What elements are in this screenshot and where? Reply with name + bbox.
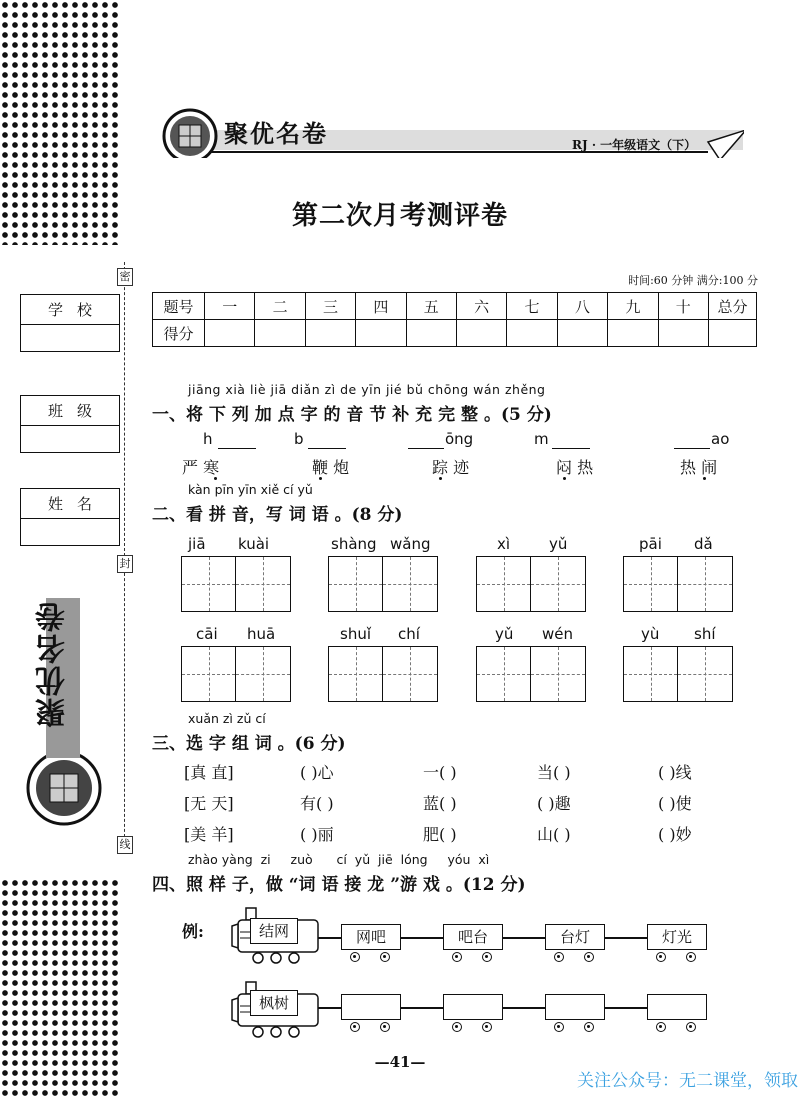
s2-pinyin-syllable: shàng <box>331 535 377 553</box>
writing-grid[interactable] <box>476 556 586 612</box>
train-car-word: 台灯 <box>545 924 605 950</box>
s1-heading: 一、将 下 列 加 点 字 的 音 节 补 充 完 整 。(5 分) <box>152 405 552 425</box>
s3-blank-word[interactable]: ( )心 <box>300 763 334 782</box>
train-engine-word: 结网 <box>250 918 298 944</box>
s4-pinyin: zhào yàng zi zuò cí yǔ jiē lóng yóu xì <box>188 852 490 867</box>
s2-pinyin-syllable: chí <box>398 625 420 643</box>
train-car-word: 网吧 <box>341 924 401 950</box>
train-hook <box>401 937 443 939</box>
s2-pinyin-syllable: yǔ <box>495 625 514 643</box>
score-cell[interactable] <box>255 320 305 347</box>
s3-blank-word[interactable]: 肥( ) <box>423 825 457 844</box>
train-car-blank[interactable] <box>443 994 503 1020</box>
s3-blank-word[interactable]: ( )线 <box>658 763 692 782</box>
seal-char-mi: 密 <box>117 268 133 286</box>
s1-blank[interactable] <box>674 448 710 449</box>
s3-blank-word[interactable]: ( )妙 <box>658 825 692 844</box>
writing-grid[interactable] <box>328 556 438 612</box>
score-header-cell: 五 <box>406 293 456 320</box>
class-box <box>20 395 120 453</box>
emphasis-dot <box>439 477 442 480</box>
s3-blank-word[interactable]: 山( ) <box>537 825 571 844</box>
wheel-icon <box>686 1022 696 1032</box>
score-header-cell: 三 <box>305 293 355 320</box>
seal-char-feng: 封 <box>117 555 133 573</box>
wheel-icon <box>584 1022 594 1032</box>
s4-heading: 四、照 样 子，做 “词 语 接 龙 ”游 戏 。(12 分) <box>152 875 526 895</box>
score-row-label: 得分 <box>153 320 205 347</box>
s1-item-suffix: ōng <box>445 430 474 448</box>
score-header-cell: 四 <box>356 293 406 320</box>
score-cell[interactable] <box>658 320 708 347</box>
s3-heading: 三、选 字 组 词 。(6 分) <box>152 734 346 754</box>
s2-pinyin-syllable: dǎ <box>694 535 713 553</box>
s3-blank-word[interactable]: ( )使 <box>658 794 692 813</box>
wheel-icon <box>350 952 360 962</box>
s3-choice: [真 直] <box>184 763 234 782</box>
train-hook <box>503 1007 545 1009</box>
s3-blank-word[interactable]: 一( ) <box>423 763 457 782</box>
score-cell[interactable] <box>356 320 406 347</box>
s2-pinyin-syllable: jiā <box>188 535 206 553</box>
name-box <box>20 488 120 546</box>
wheel-icon <box>656 952 666 962</box>
school-label: 学校 <box>21 295 119 325</box>
s3-blank-word[interactable]: 当( ) <box>537 763 571 782</box>
s2-pinyin-syllable: kuài <box>238 535 270 553</box>
train-engine-word: 枫树 <box>250 990 298 1016</box>
wheel-icon <box>452 1022 462 1032</box>
wheel-icon <box>350 1022 360 1032</box>
s3-blank-word[interactable]: 蓝( ) <box>423 794 457 813</box>
score-cell[interactable] <box>709 320 757 347</box>
train-car-word: 吧台 <box>443 924 503 950</box>
score-cell[interactable] <box>406 320 456 347</box>
s2-pinyin-syllable: cāi <box>196 625 218 643</box>
school-box <box>20 294 120 352</box>
train-car-blank[interactable] <box>647 994 707 1020</box>
s1-pinyin: jiāng xià liè jiā diǎn zì de yīn jié bǔ chōng wán zhěng <box>188 382 546 397</box>
s3-pinyin: xuǎn zì zǔ cí <box>188 711 266 726</box>
s1-item-word: 严 寒 <box>182 458 220 477</box>
s1-item-word: 热 闹 <box>680 458 718 477</box>
s3-choice: [美 羊] <box>184 825 234 844</box>
s2-pinyin-syllable: wén <box>542 625 574 643</box>
page-title: 第二次月考测评卷 <box>291 201 508 231</box>
score-header-cell: 总分 <box>709 293 757 320</box>
score-header-cell: 六 <box>456 293 506 320</box>
train-hook <box>318 1007 342 1009</box>
emphasis-dot <box>563 477 566 480</box>
s2-pinyin-syllable: huā <box>247 625 276 643</box>
s1-item-word: 闷 热 <box>556 458 594 477</box>
school-field[interactable] <box>21 325 119 351</box>
score-cell[interactable] <box>456 320 506 347</box>
emphasis-dot <box>319 477 322 480</box>
s2-pinyin: kàn pīn yīn xiě cí yǔ <box>188 482 313 497</box>
writing-grid[interactable] <box>181 646 291 702</box>
wheel-icon <box>380 1022 390 1032</box>
writing-grid[interactable] <box>476 646 586 702</box>
emphasis-dot <box>703 477 706 480</box>
s1-item-prefix: b <box>294 430 304 448</box>
score-cell[interactable] <box>608 320 658 347</box>
score-cell[interactable] <box>305 320 355 347</box>
name-field[interactable] <box>21 519 119 545</box>
train-hook <box>318 937 342 939</box>
s2-pinyin-syllable: yù <box>641 625 660 643</box>
s1-blank[interactable] <box>552 448 590 449</box>
s3-blank-word[interactable]: 有( ) <box>300 794 334 813</box>
train-hook <box>401 1007 443 1009</box>
s1-item-suffix: ao <box>711 430 730 448</box>
s1-blank[interactable] <box>408 448 444 449</box>
wheel-icon <box>482 1022 492 1032</box>
s3-choice: [无 天] <box>184 794 234 813</box>
s2-pinyin-syllable: wǎng <box>390 535 431 553</box>
name-label: 姓名 <box>21 489 119 519</box>
score-header-cell: 二 <box>255 293 305 320</box>
s2-pinyin-syllable: shuǐ <box>340 625 371 643</box>
s3-blank-word[interactable]: ( )丽 <box>300 825 334 844</box>
score-header-cell: 八 <box>557 293 607 320</box>
writing-grid[interactable] <box>181 556 291 612</box>
train-car-word: 灯光 <box>647 924 707 950</box>
train-hook <box>605 1007 647 1009</box>
class-label: 班级 <box>21 396 119 426</box>
s1-item-prefix: m <box>534 430 549 448</box>
score-cell[interactable] <box>557 320 607 347</box>
class-field[interactable] <box>21 426 119 452</box>
wheel-icon <box>554 952 564 962</box>
score-header-cell: 十 <box>658 293 708 320</box>
seal-char-xian: 线 <box>117 836 133 854</box>
page-number: —41— <box>374 1053 426 1071</box>
score-value-row <box>153 320 757 347</box>
wheel-icon <box>452 952 462 962</box>
score-header-cell: 九 <box>608 293 658 320</box>
example-label: 例: <box>182 922 204 941</box>
s1-item-word: 鞭 炮 <box>312 458 350 477</box>
s3-blank-word[interactable]: ( )趣 <box>537 794 571 813</box>
train-car-blank[interactable] <box>545 994 605 1020</box>
s2-heading: 二、看 拼 音，写 词 语 。(8 分) <box>152 505 403 525</box>
train-hook <box>503 937 545 939</box>
footer-note: 关注公众号：无二课堂，领取 <box>577 1071 798 1091</box>
s1-blank[interactable] <box>308 448 346 449</box>
wheel-icon <box>686 952 696 962</box>
train-hook <box>605 937 647 939</box>
s2-pinyin-syllable: shí <box>694 625 716 643</box>
wheel-icon <box>656 1022 666 1032</box>
s1-item-word: 踪 迹 <box>432 458 470 477</box>
score-header-cell: 题号 <box>153 293 205 320</box>
header-brand: 聚优名卷 <box>224 120 328 148</box>
score-header-row <box>153 293 757 320</box>
wheel-icon <box>380 952 390 962</box>
wheel-icon <box>554 1022 564 1032</box>
score-header-cell: 七 <box>507 293 557 320</box>
score-cell[interactable] <box>507 320 557 347</box>
score-header-cell: 一 <box>205 293 255 320</box>
score-cell[interactable] <box>205 320 255 347</box>
writing-grid[interactable] <box>623 556 733 612</box>
s1-blank[interactable] <box>218 448 256 449</box>
s2-pinyin-syllable: xì <box>497 535 511 553</box>
s2-pinyin-syllable: pāi <box>639 535 662 553</box>
s2-pinyin-syllable: yǔ <box>549 535 568 553</box>
side-brand-text: 聚优名卷 <box>36 600 71 728</box>
time-info: 时间:60 分钟 满分:100 分 <box>628 274 758 287</box>
emphasis-dot <box>214 477 217 480</box>
train-car-blank[interactable] <box>341 994 401 1020</box>
s1-item-prefix: h <box>203 430 213 448</box>
wheel-icon <box>584 952 594 962</box>
wheel-icon <box>482 952 492 962</box>
writing-grid[interactable] <box>328 646 438 702</box>
writing-grid[interactable] <box>623 646 733 702</box>
header-subject: RJ · 一年级语文（下） <box>572 138 697 152</box>
score-table <box>152 292 757 347</box>
